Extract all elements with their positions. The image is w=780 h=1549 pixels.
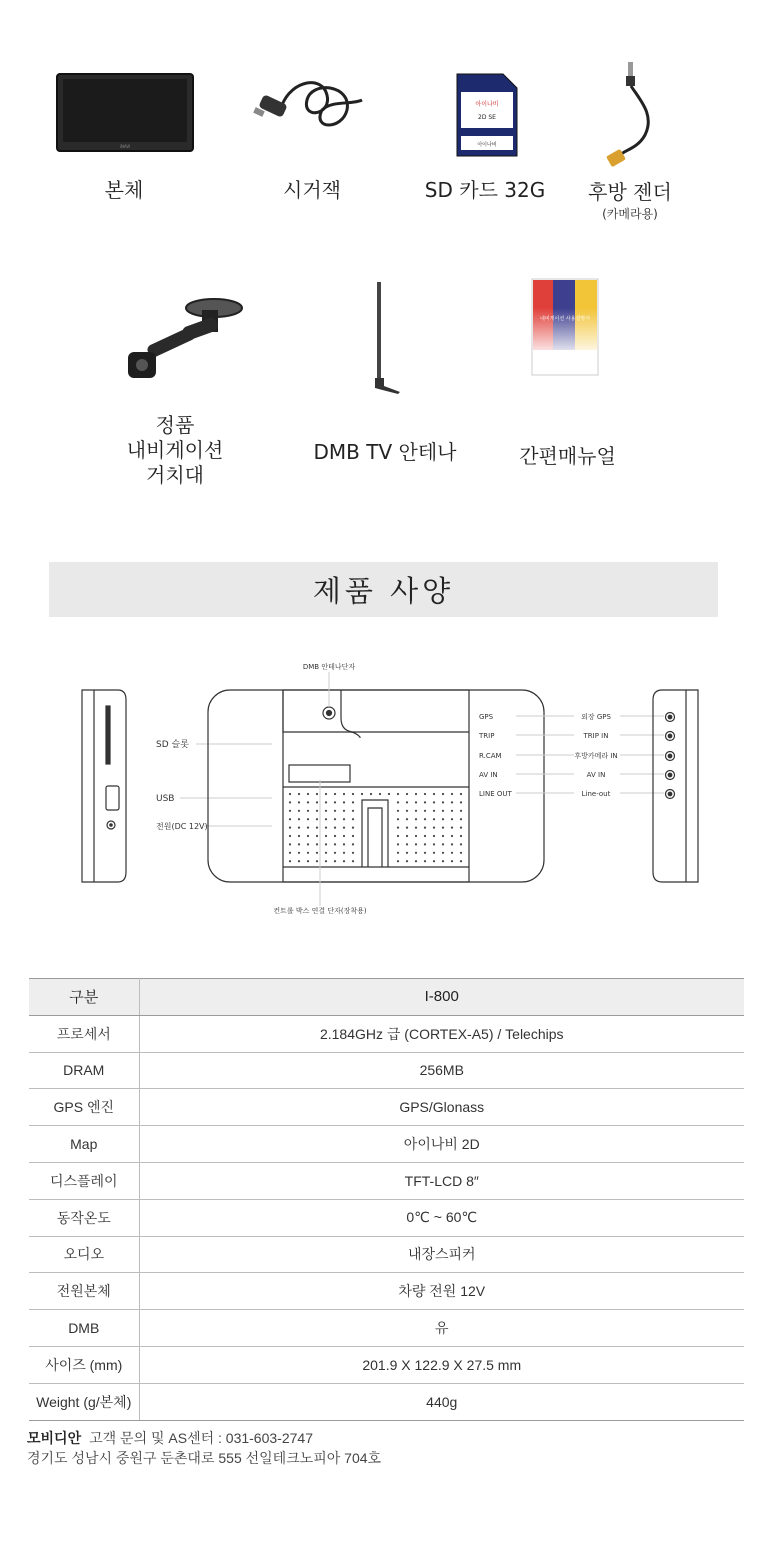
mount-image (122, 290, 244, 385)
row-value: 0℃ ~ 60℃ (139, 1199, 744, 1236)
port-left-3: AV IN (479, 771, 498, 779)
cigar-jack-image (252, 75, 367, 135)
port-right-2: 후방카메라 IN (574, 752, 618, 760)
row-value: 아이나비 2D (139, 1126, 744, 1163)
sd-card-brand-bottom: 아이나비 (477, 142, 497, 148)
vent-dots (289, 793, 462, 862)
left-callouts (180, 744, 272, 826)
spec-title: 제품 사양 (312, 574, 455, 608)
row-label: Weight (g/본체) (29, 1383, 139, 1420)
sd-card-label: SD 카드 32G (424, 178, 546, 202)
left-side-view (82, 690, 126, 882)
dmb-antenna-image (372, 282, 404, 394)
table-row (29, 1089, 744, 1126)
sd-slot-label: SD 슬롯 (156, 740, 189, 750)
row-value: 201.9 X 122.9 X 27.5 mm (139, 1346, 744, 1383)
port-right-3: AV IN (586, 771, 606, 779)
spec-title-bar (49, 562, 718, 617)
port-left-0: GPS (479, 713, 494, 721)
quick-manual-image (531, 278, 601, 376)
row-value: 256MB (139, 1052, 744, 1089)
sd-card-model: 2D SE (478, 114, 496, 121)
device-diagram (0, 640, 780, 940)
row-label: 프로세서 (29, 1015, 139, 1052)
company-name: 모비디안 (27, 1430, 82, 1446)
cigar-jack-label: 시거잭 (283, 178, 341, 202)
footer-contact-line (27, 1428, 381, 1448)
table-row (29, 1383, 744, 1420)
footer (27, 1428, 381, 1468)
row-label: 사이즈 (mm) (29, 1346, 139, 1383)
company-address: 경기도 성남시 중원구 둔촌대로 555 선일테크노피아 704호 (27, 1450, 382, 1466)
row-label: Map (29, 1126, 139, 1163)
table-row (29, 1273, 744, 1310)
sd-card-image (455, 72, 519, 158)
table-row (29, 1052, 744, 1089)
right-side-view (653, 690, 698, 882)
row-value: 차량 전원 12V (139, 1273, 744, 1310)
row-value: 440g (139, 1383, 744, 1420)
row-value: TFT-LCD 8″ (139, 1162, 744, 1199)
row-value: 내장스피커 (139, 1236, 744, 1273)
port-left-1: TRIP (479, 732, 495, 740)
main-unit-label: 본체 (104, 178, 144, 202)
row-label: 오디오 (29, 1236, 139, 1273)
row-label: GPS 엔진 (29, 1089, 139, 1126)
row-label: 전원본체 (29, 1273, 139, 1310)
manual-cover-text: 내비게이션 사용설명서 (540, 316, 590, 322)
table-row (29, 1236, 744, 1273)
spec-table-header (29, 979, 744, 1016)
rear-gender-label: 후방 젠더 (카메라용) (588, 180, 672, 221)
control-box-port-label: 컨트롤 박스 연결 단자(장착용) (273, 907, 367, 915)
spec-table (29, 978, 744, 1421)
table-row (29, 1015, 744, 1052)
row-label: DMB (29, 1310, 139, 1347)
mount-label: 정품 내비게이션 거치대 (126, 413, 224, 487)
table-row (29, 1126, 744, 1163)
row-value: GPS/Glonass (139, 1089, 744, 1126)
rear-gender-image (600, 60, 660, 175)
dmb-antenna-port-label: DMB 안테나단자 (302, 663, 356, 671)
cs-center: 고객 문의 및 AS센터 : 031-603-2747 (89, 1430, 313, 1446)
port-right-0: 외장 GPS (581, 713, 611, 721)
port-right-4: Line-out (581, 790, 611, 798)
dmb-antenna-label: DMB TV 안테나 (313, 440, 457, 464)
port-right-1: TRIP IN (583, 732, 609, 740)
table-row (29, 1162, 744, 1199)
quick-manual-label: 간편매뉴얼 (519, 444, 616, 468)
row-label: DRAM (29, 1052, 139, 1089)
row-label: 동작온도 (29, 1199, 139, 1236)
power-label: 전원(DC 12V) (156, 822, 208, 831)
row-label: 디스플레이 (29, 1162, 139, 1199)
port-left-2: R.CAM (479, 752, 502, 760)
header-category: 구분 (29, 979, 139, 1016)
table-row (29, 1346, 744, 1383)
row-value: 2.184GHz 급 (CORTEX-A5) / Telechips (139, 1015, 744, 1052)
main-unit-image (56, 73, 194, 153)
port-left-4: LINE OUT (479, 790, 512, 798)
device-brand: iNAVI (119, 144, 131, 149)
back-view (208, 690, 544, 882)
table-row (29, 1199, 744, 1236)
sd-card-brand: 아이나비 (475, 101, 499, 108)
table-row (29, 1310, 744, 1347)
row-value: 유 (139, 1310, 744, 1347)
header-model: I-800 (139, 979, 744, 1016)
usb-label: USB (156, 794, 175, 804)
